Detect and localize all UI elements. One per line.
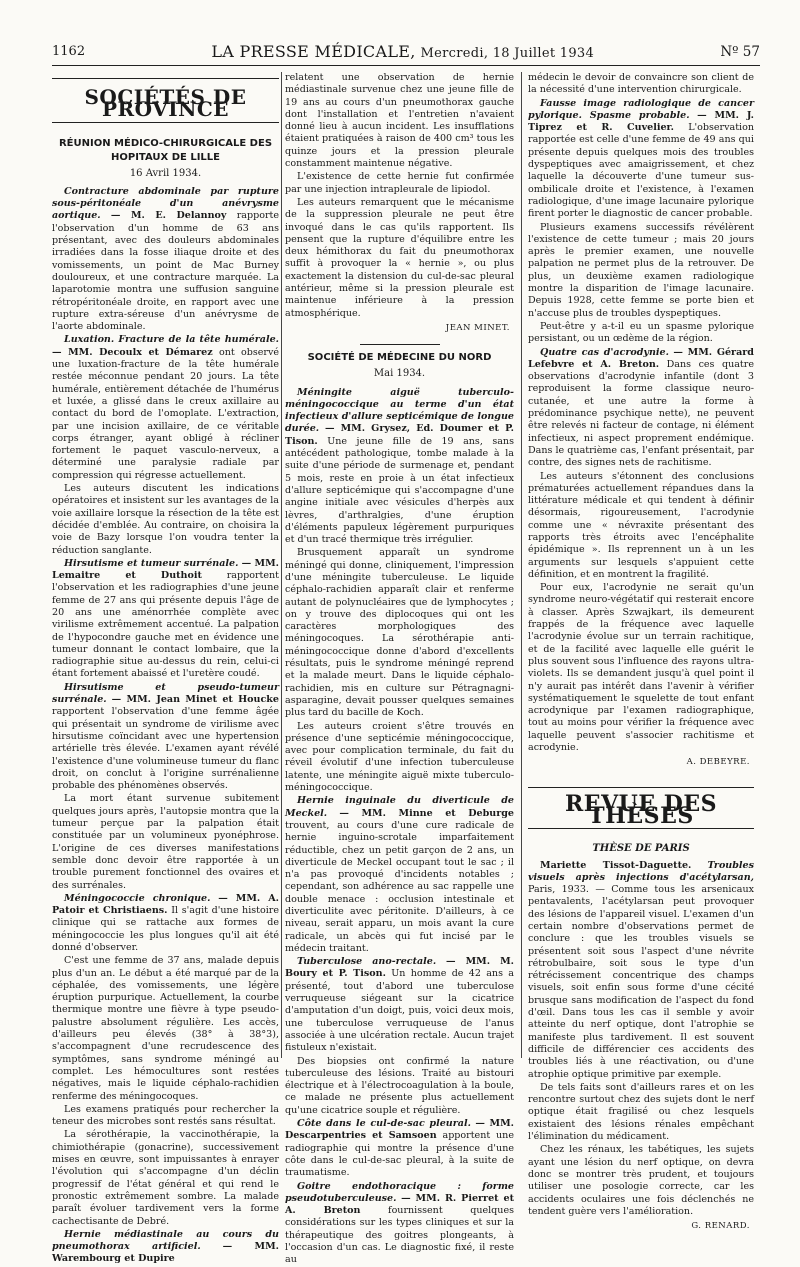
article-title: Fausse image radiologique de cancer pylorique. Spasme probable. [528,97,754,121]
article-authors: — MM. J. Tiprez et R. Cuvelier. [528,109,754,134]
article-authors: — MM. Jean Minet et Houcke [111,694,279,706]
article-paragraph [528,1144,754,1218]
article-list [52,186,279,1266]
article-authors: — MM. Grysez, Ed. Doumer et P. Tison. [285,423,514,447]
article-text: Dans ces quatre observations d'acrodynie infantile (dont 3 reproduisent la forme classique neuro-cutanée, et une autre la forme à prédominance psychique nette), ne peuvent être relevés ni facteur de contage, ni élément infectieux, ni aspect proprement endémique. Dans le quatrième cas, l'enfant présentait, par contre, des signes nets de rachitisme. [528,358,754,469]
article-authors: — MM. Lemaitre et Duthoit [52,557,279,582]
section-title: SOCIÉTÉS DE PROVINCE [52,78,279,123]
article-paragraph [52,483,279,557]
section-title: REVUE DES THÈSES [528,787,754,830]
article-text: Il s'agit d'une histoire clinique qui se rattache aux formes de méningococcie les plus longues qu'il ait été donné d'observer. [52,905,279,953]
article-title: Troubles visuels après injections d'acétylarsan, [528,859,754,883]
article-paragraph [52,682,279,793]
article-paragraph [52,334,279,482]
article-title: Tuberculose ano-rectale. [297,956,437,968]
article-paragraph [285,1118,514,1179]
article-paragraph [528,98,754,221]
article-paragraph [285,795,514,955]
article-text: Plusieurs examens successifs révélèrent l'existence de cette tumeur ; mais 20 jours après le premier examen, une nouvelle palpation ne permet plus de la retrouver. De plus, un deuxième examen radiologique montre la disparition de l'image lacunaire. Depuis 1928, cette femme se porte bien et n'accuse plus de troubles dyspeptiques. [528,221,754,319]
article-paragraph [52,186,279,334]
paragraph: Les auteurs remarquent que le mécanisme de la suppression pleurale ne peut être invoqué dans le cas qu'ils rapportent. Ils pensent que la rupture d'équilibre entre les deux hémithorax du fait du pneumothorax suffit à provoquer la « hernie », ou plus exactement la distension du cul-de-sac pleural antérieur, même si la pression pleurale est maintenue inférieure à la pression atmosphérique. [285,196,514,319]
article-text: Les examens pratiqués pour rechercher la teneur des microbes sont restés sans résultat. [52,1103,279,1128]
article-text: ont observé une luxation-fracture de la tête humérale restée méconnue pendant 20 jours. La tête humérale, entièrement détachée de l'humérus et luxée, a glissé dans le creux axillaire au contact du bord de l'omoplate. L'extraction, par une incision axillaire, de ce véritable corps étranger, ayant obligé à récliner fortement le paquet vasculo-nerveux, a déterminé une paralysie radiale par compression qui régresse actuellement. [52,346,279,481]
column-rule [521,72,522,1058]
article-paragraph [285,547,514,719]
article-text: Les auteurs s'étonnent des conclusions prématurées actuellement répandues dans la littérature médicale et qui tendent à définir désormais, rigoureusement, l'acrodynie comme une « névraxite présentant des rapports très étroits avec l'encéphalite épidémique ». Ils reprennent un à un les arguments sur lesquels s'appuient cette définition, et en montrent la fragilité. [528,470,754,580]
article-text: apportent une radiographie qui montre la présence d'une côte dans le cul-de-sac pleural, à la suite de traumatisme. [285,1130,514,1179]
article-text: trouvent, au cours d'une cure radicale de hernie inguino-scrotale imparfaitement réductible, chez un petit garçon de 2 ans, un diverticule de Meckel occupant tout le sac ; il n'a pas provoqué d'incidents notables ; cependant, son adhérence au sac rappelle une double menace : occlusion intestinale et diverticulite avec péritonite. D'ailleurs, à ce niveau, serait apparu, un mois avant la cure radicale, un abcès qui fut incisé par le médecin traitant. [285,819,514,954]
article-text: Peut-être y a-t-il eu un spasme pylorique persistant, ou un œdème de la région. [528,320,754,345]
article-text: Des biopsies ont confirmé la nature tuberculeuse des lésions. Traité au bistouri électrique et à l'électrocoagulation à la boule, ce malade ne présente plus actuellement qu'une cicatrice souple et régulière. [285,1055,514,1116]
issue-number: Nº 57 [720,43,760,60]
article-text: De tels faits sont d'ailleurs rares et on les rencontre surtout chez des sujets dont le nerf optique était fragilisé ou chez lesquels existaient des lésions rénales empêchant l'élimination du médicament. [528,1081,754,1143]
article-paragraph [528,222,754,320]
signature: JEAN MINET. [445,322,510,333]
article-text: Pour eux, l'acrodynie ne serait qu'un syndrome neuro-végétatif qui resterait encore à classer. Après Szwajkart, ils demeurent frappés de la fréquence avec laquelle l'acrodynie évolue sur un terrain rachitique, et de la facilité avec laquelle elle guérit le plus souvent sous l'influence des rayons ultra-violets. Ils se demandent jusqu'à quel point il n'y aurait pas intérêt dans l'avenir à vérifier systématiquement le squelette de tout enfant acrodynique par l'examen radiographique, tout au moins pour vérifier la fréquence avec laquelle peuvent s'associer rachitisme et acrodynie. [528,582,754,754]
separator [360,344,440,345]
article-title: Côte dans le cul-de-sac pleural. [297,1118,471,1130]
article-paragraph [528,1082,754,1143]
article-text: Paris, 1933. — Comme tous les arsenicaux pentavalents, l'acétylarsan peut provoquer des lésions de l'appareil visuel. L'examen d'un certain nombre d'observations permet de conclure : que les troubles visuels se présentent soit sous l'aspect d'une névrite rétrobulbaire, soit sous le type d'un rétrécissement concentrique des champs visuels, soit enfin sous forme d'une cécité brusque sans modification de l'aspect du fond d'œil. Dans tous les cas il semble y avoir atteinte du nerf optique, dont l'atrophie se manifeste plus tardivement. Il est souvent difficile de différencier ces accidents des troubles liés à une réactivation, ou d'une atrophie optique primitive par exemple. [528,884,754,1080]
article-paragraph [528,582,754,754]
thesis-place: THÈSE DE PARIS [592,843,690,855]
signature: G. RENARD. [691,1221,750,1232]
signature: A. DEBEYRE. [686,757,750,768]
article-paragraph [52,793,279,891]
article-authors: — MM. Warembourg et Dupire [52,1241,279,1265]
article-paragraph [52,1129,279,1227]
article-paragraph [52,1104,279,1129]
article-text: Les auteurs discutent les indications opératoires et insistent sur les avantages de la voie axillaire lorsque la résection de la tête est décidée d'emblée. Au contraire, on choisira la voie de Bazy lorsque l'on voudra tenter la réduction sanglante. [52,483,279,556]
article-list [285,387,514,1267]
article-title: Hirsutisme et pseudo-tumeur surrénale. [52,681,279,706]
article-title: Hernie inguinale du diverticule de Meckel. [285,795,514,819]
article-authors: — MM. Decoulx et Démarez [52,346,213,358]
article-paragraph [285,956,514,1054]
article-paragraph [52,1229,279,1266]
column-2 [285,72,514,1266]
article-authors: — MM. M. Boury et P. Tison. [285,956,514,980]
article-list [528,98,754,755]
article-authors: — MM. Minne et Deburge [339,807,514,819]
article-paragraph [528,347,754,470]
article-paragraph [52,893,279,954]
meeting-date: Mai 1934. [373,368,426,380]
article-text: rapportent l'observation et les radiographies d'une jeune femme de 27 ans qui présente depuis l'âge de 20 ans une aménorrhée complète avec virilisme extrêmement accentué. La palpation de l'hypocondre gauche met en évidence une tumeur donnant le contact lombaire, que la radiographie situe au-dessus du rein, celui-ci étant fortement abaissé et l'uretère coudé. [52,570,279,680]
article-authors: Mariette Tissot-Daguette. [540,859,692,871]
column-rule [281,72,282,1058]
article-text: Une jeune fille de 19 ans, sans antécédent pathologique, tombe malade à la suite d'une période de surmenage et, pendant 5 mois, reste en proie à un état infectieux d'allure septicémique qui s'accompagne d'une angine initiale avec vésicules d'herpès aux lèvres, d'arthralgies, d'une éruption d'éléments papuleux légèrement purpuriques et d'un tracé thermique très irrégulier. [285,435,514,546]
article-paragraph [285,387,514,547]
continuation-text: médecin le devoir de convaincre son client de la nécessité d'une intervention chirurgicale. [528,72,754,96]
article-title: Méningite aiguë tuberculo-méningococcique au terme d'un état infectieux d'allure septicémique de longue durée. [285,386,514,435]
article-paragraph [52,558,279,681]
article-authors: — MM. A. Patoir et Christiaens. [52,892,279,917]
page-header [52,38,760,66]
article-text: Brusquement apparaît un syndrome méningé qui donne, cliniquement, l'impression d'une méningite tuberculeuse. Le liquide céphalo-rachidien apparaît clair et renferme autant de polynucléaires que de lymphocytes ; on y trouve des diplocoques qui ont les caractères morphologiques des méningocoques. La sérothérapie anti-méningococcique donne d'abord d'excellents résultats, puis le syndrome méningé reprend et la malade meurt. Dans le liquide céphalo-rachidien, mis en culture sur Pétragnagni-asparagine, devait pousser quelques semaines plus tard du bacille de Koch. [285,547,514,719]
article-title: Luxation. Fracture de la tête humérale. [64,334,279,346]
issue-date: Mercredi, 18 Juillet 1934 [420,46,595,61]
article-text: Chez les rénaux, les tabétiques, les sujets ayant une lésion du nerf optique, on devra donc se montrer très prudent, et toujours utiliser une posologie correcte, car les accidents oculaires une fois déclenchés ne tendent guère vers l'amélioration. [528,1144,754,1217]
article-text: Les auteurs croient s'être trouvés en présence d'une septicémie méningococcique, avec pour complication terminale, du fait du réveil évolutif d'une infection tuberculeuse latente, une méningite aiguë mixte tuberculo-méningococcique. [285,720,514,794]
article-title: Hirsutisme et tumeur surrénale. [64,557,239,569]
paragraph: relatent une observation de hernie médiastinale survenue chez une jeune fille de 19 ans au cours d'un pneumothorax gauche dont l'installation et l'entretien n'avaient donné lieu à aucun incident. Les insufflations étaient pratiquées à raison de 400 cm³ tous les quinze jours et la pression pleurale constamment maintenue négative. [285,72,514,170]
continuation-text [285,72,514,320]
article-text: rapporte l'observation d'un homme de 63 ans présentant, avec des douleurs abdominales irradiées dans la fosse iliaque droite et des vomissements, un point de Mac Burney douloureux, et une contracture marquée. La laparotomie montra une suffusion sanguine rétropéritonéale droite, en rapport avec une rupture extra-séreuse d'un anévrysme de l'aorte abdominale. [52,210,279,333]
article-paragraph [528,321,754,346]
article-title: Hernie médiastinale au cours du pneumothorax artificiel. [52,1228,279,1253]
article-title: Contracture abdominale par rupture sous-péritonéale d'un anévrysme aortique. [52,185,279,222]
journal-name: LA PRESSE MÉDICALE, [211,42,416,61]
article-text: rapportent l'observation d'une femme âgée qui présentait un syndrome de virilisme avec hirsutisme coïncidant avec une hypertension artérielle très élevée. L'examen ayant révélé l'existence d'une volumineuse tumeur du flanc droit, on conclut à l'origine surrénalienne probable des phénomènes observés. [52,706,279,792]
page-number: 1162 [52,44,86,59]
article-title: Quatre cas d'acrodynie. [540,346,669,358]
article-text: C'est une femme de 37 ans, malade depuis plus d'un an. Le début a été marqué par de la céphalée, des vomissements, une légère éruption purpurique. Actuellement, la courbe thermique montre une fièvre à type pseudo-palustre absolument régulière. Les accès, d'ailleurs peu élevés (38° à 38°3), s'accompagnent d'une recrudescence des symptômes, sans syndrome méningé au complet. Les hémocultures sont restées négatives, mais le liquide céphalo-rachidien renferme des méningocoques. [52,955,279,1102]
column-3 [528,72,754,1232]
article-paragraph [285,721,514,795]
article-paragraph [285,1181,514,1267]
article-text: Un homme de 42 ans a présenté, tout d'abord une tuberculose verruqueuse siégeant sur la cicatrice d'amputation d'un doigt, puis, voici deux mois, une tuberculose verruqueuse de l'anus associée à une ulcération rectale. Aucun trajet fistuleux n'existait. [285,968,514,1054]
article-authors: — MM. Descarpentries et Samsoen [285,1118,514,1142]
article-paragraph [52,955,279,1103]
article-paragraph [528,471,754,582]
column-1 [52,72,279,1265]
meeting-date: 16 Avril 1934. [129,167,202,179]
article-paragraph [528,860,754,1081]
thesis-list [528,860,754,1219]
article-authors: — MM. R. Pierret et A. Breton [285,1192,514,1217]
article-text: fournissent quelques considérations sur les types cliniques et sur la thérapeutique des goitres plongeants, à l'occasion d'un cas. Le diagnostic fixé, il reste au [285,1205,514,1266]
society-heading: RÉUNION MÉDICO-CHIRURGICALE DES HOPITAUX DE LILLE [58,137,273,163]
article-paragraph [285,1056,514,1117]
article-title: Goitre endothoracique : forme pseudotuberculeuse. [285,1180,514,1204]
article-text: L'observation rapportée est celle d'une femme de 49 ans qui présente depuis quelques mois des troubles dyspeptiques avec amaigrissement, et chez laquelle la découverte d'une tumeur sus-ombilicale droite et l'existence, à l'examen radiologique, d'une image lacunaire pylorique firent porter le diagnostic de cancer probable. [528,122,754,220]
paragraph: L'existence de cette hernie fut confirmée par une injection intrapleurale de lipiodol. [285,171,514,195]
running-head [211,42,594,61]
article-authors: — M. E. Delannoy [110,210,227,222]
society-heading: SOCIÉTÉ DE MÉDECINE DU NORD [307,352,492,364]
article-authors: — MM. Gérard Lefebvre et A. Breton. [528,346,754,370]
article-text: La mort étant survenue subitement quelques jours après, l'autopsie montra que la tumeur perçue par la palpation était constituée par un volumineux pyonéphrose. L'origine de ces diverses manifestations semble donc devoir être rapportée à un trouble purement fonctionnel des ovaires et des surrénales. [52,793,279,891]
article-title: Méningococcie chronique. [64,892,211,904]
article-text: La sérothérapie, la vaccinothérapie, la chimiothérapie (gonacrine), successivement mises en œuvre, sont impuissantes à enrayer l'évolution qui s'accompagne d'un déclin progressif de l'état général et qui rend le pronostic extrêmement sombre. La malade paraît évoluer tardivement vers la forme cachectisante de Debré. [52,1129,279,1227]
